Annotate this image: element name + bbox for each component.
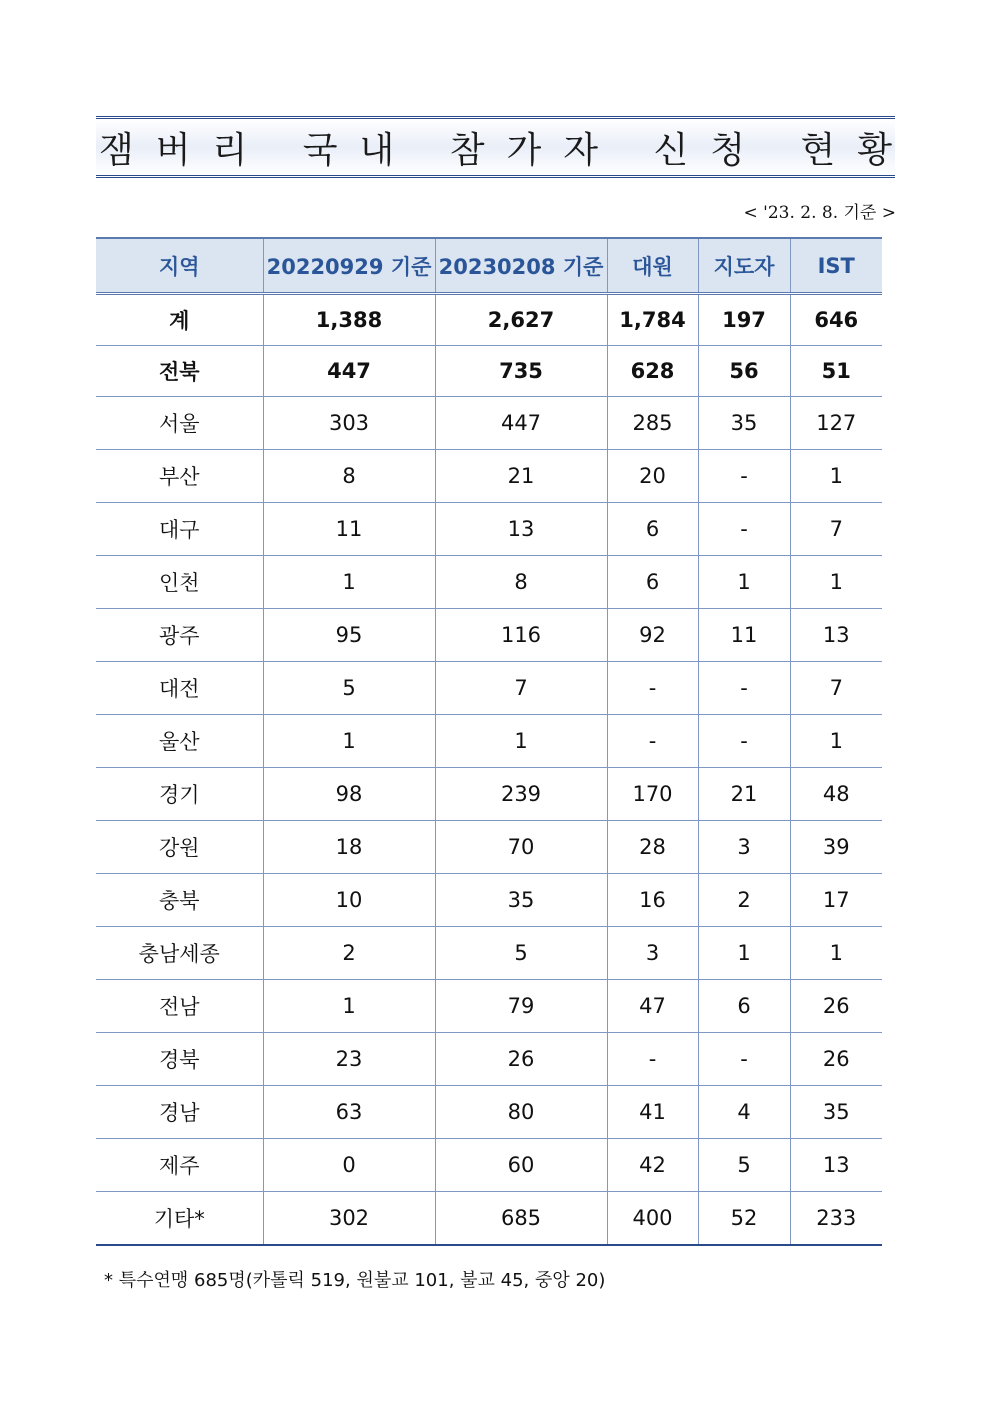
cell-20220929: 11 <box>263 503 435 556</box>
cell-20220929: 2 <box>263 927 435 980</box>
as-of-date: < '23. 2. 8. 기준 > <box>743 203 896 223</box>
cell-scouts: 41 <box>607 1086 698 1139</box>
table-row <box>96 503 882 556</box>
cell-ist: 1 <box>790 715 882 768</box>
cell-region: 광주 <box>96 609 263 662</box>
cell-region: 충북 <box>96 874 263 927</box>
cell-region: 경기 <box>96 768 263 821</box>
table-row <box>96 1139 882 1192</box>
cell-leaders: - <box>698 503 790 556</box>
cell-ist: 1 <box>790 450 882 503</box>
cell-ist: 39 <box>790 821 882 874</box>
cell-leaders: 2 <box>698 874 790 927</box>
cell-ist: 7 <box>790 503 882 556</box>
cell-20230208: 13 <box>435 503 607 556</box>
cell-20230208: 735 <box>435 346 607 397</box>
cell-region: 전북 <box>96 346 263 397</box>
table-row <box>96 1086 882 1139</box>
cell-20230208: 7 <box>435 662 607 715</box>
cell-region: 부산 <box>96 450 263 503</box>
cell-20230208: 1 <box>435 715 607 768</box>
cell-scouts: 6 <box>607 503 698 556</box>
cell-region: 인천 <box>96 556 263 609</box>
cell-20220929: 95 <box>263 609 435 662</box>
cell-region: 기타* <box>96 1192 263 1246</box>
table-row <box>96 556 882 609</box>
cell-region: 경북 <box>96 1033 263 1086</box>
table-row <box>96 450 882 503</box>
cell-20220929: 63 <box>263 1086 435 1139</box>
cell-20230208: 79 <box>435 980 607 1033</box>
cell-ist: 35 <box>790 1086 882 1139</box>
cell-20230208: 26 <box>435 1033 607 1086</box>
cell-ist: 51 <box>790 346 882 397</box>
cell-scouts: 1,784 <box>607 294 698 346</box>
participants-table <box>96 237 882 1246</box>
cell-scouts: 170 <box>607 768 698 821</box>
cell-20220929: 1 <box>263 556 435 609</box>
header-20220929: 20220929 기준 <box>263 238 435 294</box>
cell-leaders: 52 <box>698 1192 790 1246</box>
header-ist: IST <box>790 238 882 294</box>
cell-leaders: 35 <box>698 397 790 450</box>
cell-ist: 48 <box>790 768 882 821</box>
table-row <box>96 980 882 1033</box>
cell-scouts: 42 <box>607 1139 698 1192</box>
cell-20220929: 1 <box>263 980 435 1033</box>
cell-leaders: 4 <box>698 1086 790 1139</box>
table-row <box>96 927 882 980</box>
cell-scouts: - <box>607 1033 698 1086</box>
cell-region: 경남 <box>96 1086 263 1139</box>
cell-20220929: 23 <box>263 1033 435 1086</box>
cell-ist: 646 <box>790 294 882 346</box>
cell-20220929: 8 <box>263 450 435 503</box>
cell-20230208: 116 <box>435 609 607 662</box>
cell-scouts: 3 <box>607 927 698 980</box>
cell-ist: 26 <box>790 980 882 1033</box>
table-row <box>96 1192 882 1246</box>
cell-20230208: 8 <box>435 556 607 609</box>
cell-20220929: 5 <box>263 662 435 715</box>
table-row <box>96 768 882 821</box>
table-row <box>96 662 882 715</box>
header-20230208: 20230208 기준 <box>435 238 607 294</box>
cell-20220929: 10 <box>263 874 435 927</box>
cell-scouts: 47 <box>607 980 698 1033</box>
cell-ist: 233 <box>790 1192 882 1246</box>
cell-region: 강원 <box>96 821 263 874</box>
header-leaders: 지도자 <box>698 238 790 294</box>
footnote: * 특수연맹 685명(카톨릭 519, 원불교 101, 불교 45, 중앙 20) <box>104 1270 606 1291</box>
cell-scouts: - <box>607 662 698 715</box>
header-scouts: 대원 <box>607 238 698 294</box>
cell-20230208: 21 <box>435 450 607 503</box>
cell-leaders: 197 <box>698 294 790 346</box>
cell-20230208: 80 <box>435 1086 607 1139</box>
table-row <box>96 609 882 662</box>
cell-leaders: 21 <box>698 768 790 821</box>
cell-20230208: 35 <box>435 874 607 927</box>
cell-leaders: 1 <box>698 556 790 609</box>
cell-20220929: 1 <box>263 715 435 768</box>
header-region: 지역 <box>96 238 263 294</box>
total-row <box>96 294 882 346</box>
cell-scouts: 400 <box>607 1192 698 1246</box>
cell-20230208: 685 <box>435 1192 607 1246</box>
cell-region: 울산 <box>96 715 263 768</box>
cell-region: 계 <box>96 294 263 346</box>
cell-scouts: 285 <box>607 397 698 450</box>
cell-ist: 13 <box>790 1139 882 1192</box>
cell-20230208: 2,627 <box>435 294 607 346</box>
cell-scouts: 28 <box>607 821 698 874</box>
cell-ist: 13 <box>790 609 882 662</box>
cell-region: 대전 <box>96 662 263 715</box>
cell-20220929: 98 <box>263 768 435 821</box>
cell-ist: 1 <box>790 927 882 980</box>
cell-20220929: 447 <box>263 346 435 397</box>
cell-region: 대구 <box>96 503 263 556</box>
cell-20220929: 0 <box>263 1139 435 1192</box>
cell-scouts: 20 <box>607 450 698 503</box>
cell-region: 충남세종 <box>96 927 263 980</box>
cell-leaders: - <box>698 715 790 768</box>
cell-region: 전남 <box>96 980 263 1033</box>
table-row <box>96 397 882 450</box>
cell-scouts: - <box>607 715 698 768</box>
table-row <box>96 715 882 768</box>
cell-scouts: 16 <box>607 874 698 927</box>
cell-leaders: 3 <box>698 821 790 874</box>
cell-20220929: 303 <box>263 397 435 450</box>
title-banner <box>96 116 915 178</box>
cell-leaders: - <box>698 662 790 715</box>
cell-leaders: - <box>698 450 790 503</box>
cell-20230208: 239 <box>435 768 607 821</box>
cell-ist: 26 <box>790 1033 882 1086</box>
cell-ist: 127 <box>790 397 882 450</box>
cell-leaders: 6 <box>698 980 790 1033</box>
cell-scouts: 92 <box>607 609 698 662</box>
cell-20220929: 302 <box>263 1192 435 1246</box>
cell-region: 제주 <box>96 1139 263 1192</box>
cell-ist: 7 <box>790 662 882 715</box>
table-header-row <box>96 238 882 294</box>
cell-scouts: 6 <box>607 556 698 609</box>
cell-leaders: 1 <box>698 927 790 980</box>
cell-leaders: 5 <box>698 1139 790 1192</box>
cell-ist: 17 <box>790 874 882 927</box>
cell-20220929: 1,388 <box>263 294 435 346</box>
page-title: 잼버리 국내 참가자 신청 현황 <box>98 129 915 171</box>
cell-ist: 1 <box>790 556 882 609</box>
table-row <box>96 821 882 874</box>
cell-20230208: 60 <box>435 1139 607 1192</box>
cell-leaders: 11 <box>698 609 790 662</box>
cell-20220929: 18 <box>263 821 435 874</box>
cell-20230208: 70 <box>435 821 607 874</box>
cell-leaders: 56 <box>698 346 790 397</box>
table-row <box>96 874 882 927</box>
cell-region: 서울 <box>96 397 263 450</box>
table-row <box>96 346 882 397</box>
table-row <box>96 1033 882 1086</box>
cell-scouts: 628 <box>607 346 698 397</box>
cell-leaders: - <box>698 1033 790 1086</box>
cell-20230208: 5 <box>435 927 607 980</box>
cell-20230208: 447 <box>435 397 607 450</box>
